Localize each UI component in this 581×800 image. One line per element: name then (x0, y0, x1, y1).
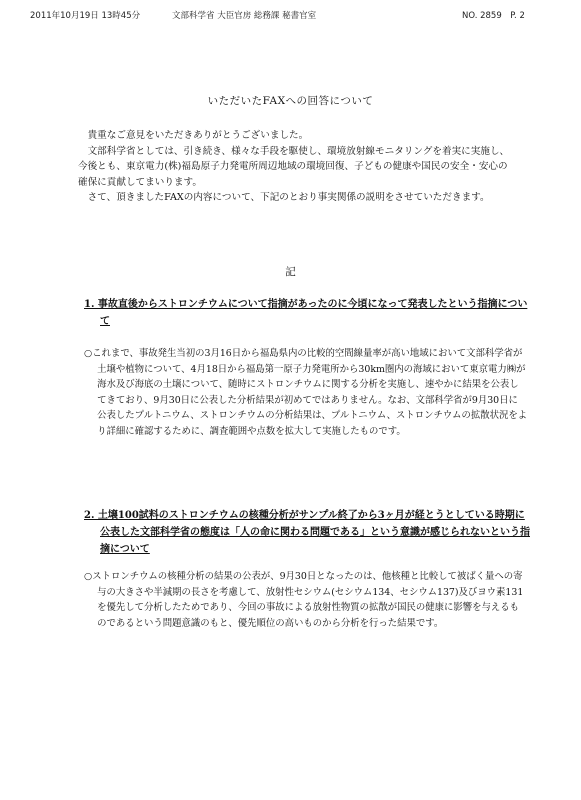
fax-header (22, 6, 562, 22)
section-1-heading: 1. 事故直後からストロンチウムについて指摘があったのに今頃になって発表したという指摘について (84, 299, 528, 327)
section-2-heading: 2. 土壌100試料のストロンチウムの核種分析がサンプル終了から3ヶ月が経とうとしている時期に公表した文部科学省の態度は「人の命に関わる問題である」という意識が感じられないという指摘について (84, 510, 530, 555)
document-title: いただいたFAXへの回答について (207, 95, 374, 107)
section-2-answer (84, 569, 527, 631)
bullet-icon: ○ (84, 571, 93, 582)
section-1-answer-text: これまで、事故発生当初の3月16日から福島県内の比較的空間線量率が高い地域において文部科学省が土壌や植物について、4月18日から福島第一原子力発電所から30km圏内の海域において東京電力㈱が海水及び海底の土壌について、随時にストロンチウムに関する分析を実施し、速やかに結果を公表してきており、9月30日に公表した分析結果が初めてではありません。なお、文部科学省が9月30日に公表したプルトニウム、ストロンチウムの分析結果は、プルトニウム、ストロンチウムの拡散状況をより詳細に確認するために、調査範囲や点数を拡大して実施したものです。 (92, 348, 528, 437)
intro-paragraph: さて、頂きましたFAXの内容について、下記のとおり事実関係の説明をさせていただきます。 (87, 192, 490, 203)
intro-block (78, 128, 510, 206)
fax-timestamp: 2011年10月19日 13時45分 (30, 11, 141, 21)
intro-paragraph: 文部科学省としては、引き続き、様々な手段を駆使し、環境放射線モニタリングを着実に実施し、今後とも、東京電力(株)福島原子力発電所周辺地域の環境回復、子どもの健康や国民の安全・安心の確保に貢献してまいります。 (78, 145, 510, 188)
intro-paragraph: 貴重なご意見をいただきありがとうございました。 (87, 130, 309, 141)
ki-heading: 記 (285, 266, 296, 278)
bullet-icon: ○ (84, 348, 93, 359)
section-1-answer (84, 346, 527, 439)
section-2-answer-text: ストロンチウムの核種分析の結果の公表が、9月30日となったのは、他核種と比較して被ばく量への寄与の大きさや半減期の長さを考慮して、放射性セシウム(セシウム134、セシウム137)及びヨウ素131を優先して分析したためであり、今回の事故による放射性物質の拡散が国民の健康に影響を与えるものであるという問題意識のもと、優先順位の高いものから分析を行った結果です。 (92, 571, 524, 629)
fax-page-number: NO. 2859 P. 2 (462, 11, 525, 21)
fax-sender: 文部科学省 大臣官房 総務課 秘書官室 (172, 11, 317, 21)
